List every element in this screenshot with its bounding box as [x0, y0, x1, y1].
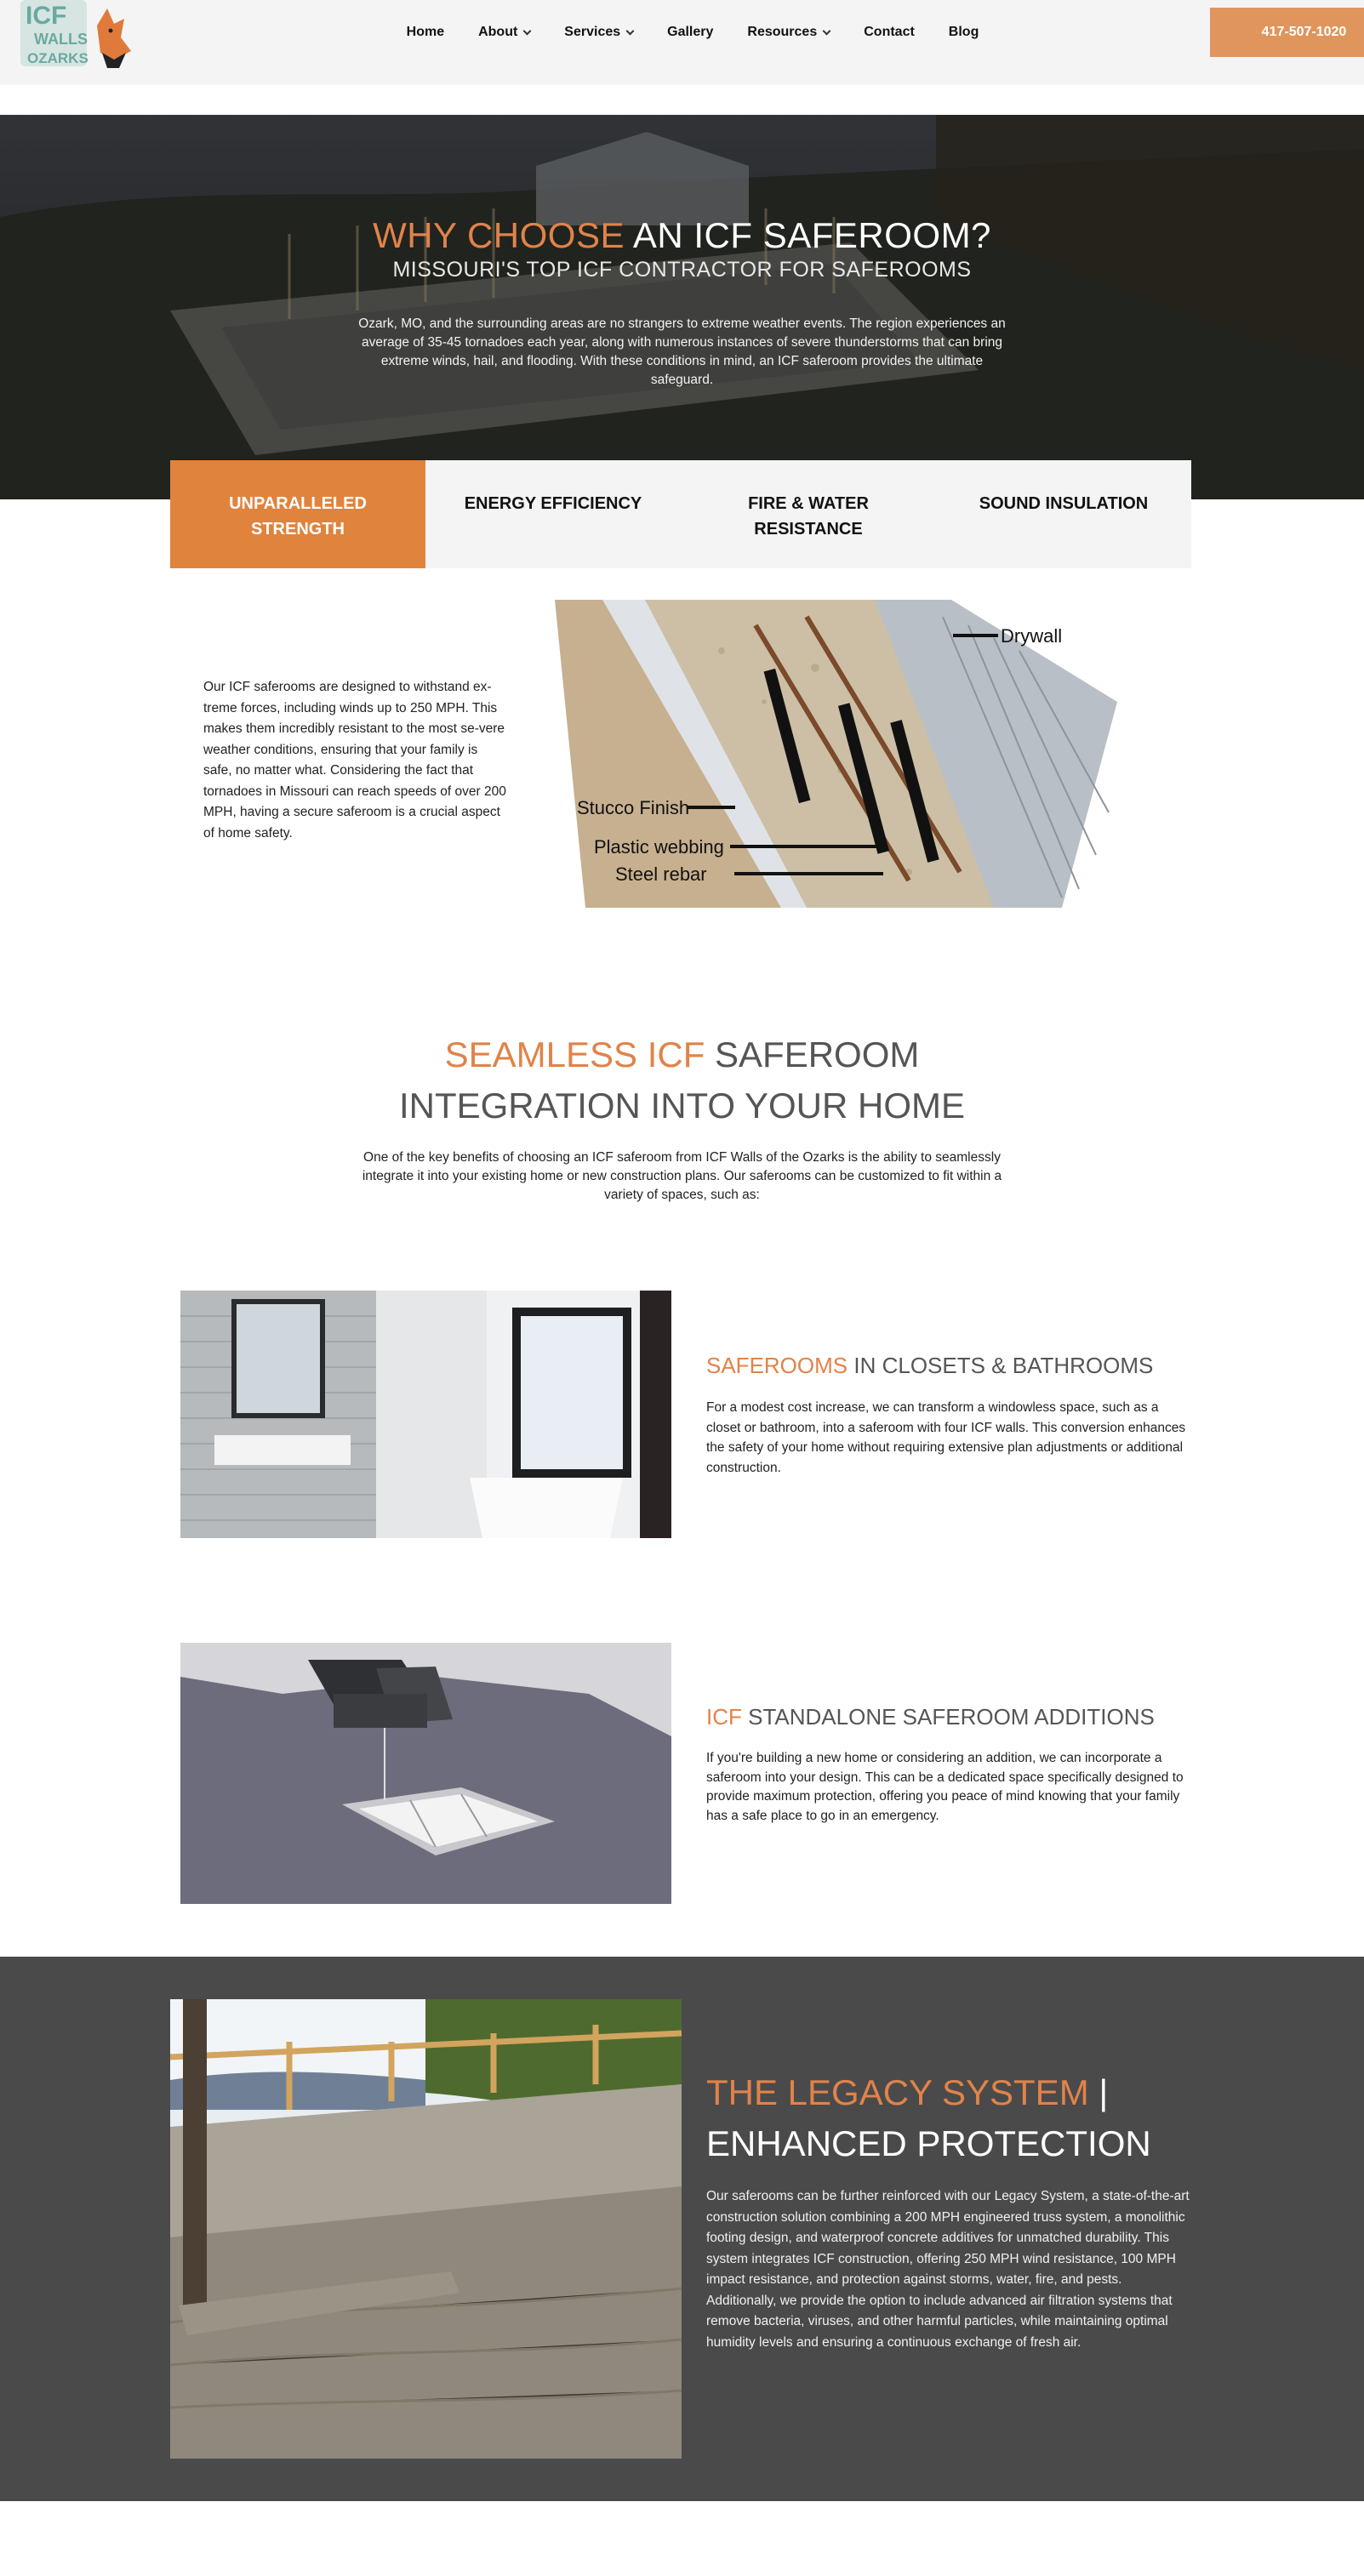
phone-number: 417-507-1020	[1261, 25, 1347, 39]
seamless-title-rest: SAFEROOM	[705, 1034, 920, 1074]
icf-wall-diagram	[551, 600, 1130, 908]
tab-energy-efficiency[interactable]	[425, 460, 681, 568]
diagram-label-stucco: Stucco Finish	[577, 797, 690, 818]
seamless-body: One of the key benefits of choosing an ICF saferoom from ICF Walls of the Ozarks is the ability to seamlessly integrate it into your existing home or new construction plans. Our saferooms can be customized to fit within a variety of spaces, such as:	[362, 1150, 1002, 1202]
standalone-title-accent: ICF	[706, 1704, 742, 1730]
legacy-body: Our saferooms can be further reinforced with our Legacy System, a state-of-the-art construction solution combining a 200 MPH engineered truss system, a monolithic footing design, and waterproof concrete additives for unmatched durability. This system integrates ICF construction, offering 250 MPH wind resistance, 100 MPH impact resistance, and protection against storms, water, fire, and pests. Additionally, we provide the option to include advanced air filtration systems that remove bacteria, viruses, and other harmful particles, while maintaining optimal humidity levels and ensuring a continuous exchange of fresh air.	[706, 2189, 1190, 2350]
logo-text-ozarks: OZARKS	[27, 50, 88, 66]
diagram-label-drywall: Drywall	[1001, 625, 1063, 647]
tab-fire-water-resistance[interactable]	[681, 460, 936, 568]
tab-strength-line2: STRENGTH	[250, 520, 345, 539]
tab-fire-line1: FIRE & WATER	[748, 494, 869, 513]
nav-blog-label: Blog	[948, 25, 979, 39]
nav-about[interactable]	[478, 20, 530, 44]
hero-background-image	[0, 115, 1364, 499]
nav-services-label: Services	[564, 25, 621, 39]
seamless-title-accent: SEAMLESS ICF	[444, 1034, 705, 1074]
hero-body: Ozark, MO, and the surrounding areas are no strangers to extreme weather events. The region experiences an average of 35-45 tornadoes each year, along with numerous instances of severe thunderstorms that can bring extreme winds, hail, and flooding. With these conditions in mind, an ICF saferoom provides the ultimate safeguard.	[358, 316, 1006, 387]
tab-strength-line1: UNPARALLELED	[229, 494, 367, 513]
legacy-title-separator: |	[1088, 2072, 1109, 2112]
logo-text-icf: ICF	[26, 2, 67, 30]
tab-sound-label: SOUND INSULATION	[979, 494, 1149, 513]
standalone-block	[706, 1704, 1191, 1826]
closets-title-rest: IN CLOSETS & BATHROOMS	[848, 1353, 1154, 1378]
nav-contact-label: Contact	[864, 25, 915, 39]
feature-tabs	[170, 460, 1191, 568]
legacy-title	[706, 2067, 1183, 2169]
legacy-title-line2: ENHANCED PROTECTION	[706, 2123, 1151, 2163]
closets-title-accent: SAFEROOMS	[706, 1353, 848, 1378]
nav-gallery[interactable]	[667, 20, 713, 44]
logo-text-walls: WALLS	[34, 31, 88, 48]
tab-unparalleled-strength[interactable]	[170, 460, 425, 568]
legacy-title-accent: THE LEGACY SYSTEM	[706, 2072, 1089, 2112]
legacy-concrete-image	[170, 1999, 682, 2459]
hero-subtitle: MISSOURI'S TOP ICF CONTRACTOR FOR SAFEROOMS	[392, 258, 972, 282]
nav-resources-label: Resources	[747, 25, 818, 39]
standalone-title-rest: STANDALONE SAFEROOM ADDITIONS	[741, 1704, 1155, 1730]
tab-energy-label: ENERGY EFFICIENCY	[464, 494, 642, 513]
nav-gallery-label: Gallery	[667, 25, 714, 39]
tab-sound-insulation[interactable]	[936, 460, 1191, 568]
site-header	[0, 0, 1364, 85]
phone-button[interactable]	[1210, 8, 1364, 57]
hero-title-rest: AN ICF SAFEROOM?	[625, 215, 991, 255]
tab-fire-line2: RESISTANCE	[754, 520, 863, 539]
hero-section	[0, 115, 1364, 499]
standalone-body: If you're building a new home or considering an addition, we can incorporate a saferoom into your design. This can be a dedicated space specifically designed to provide maximum protection, offering you peace of mind knowing that your family has a safe place to go in an emergency.	[706, 1751, 1184, 1823]
nav-services[interactable]	[564, 20, 633, 44]
bathroom-image	[180, 1291, 671, 1538]
nav-contact[interactable]	[864, 20, 915, 44]
diagram-label-rebar: Steel rebar	[615, 863, 707, 885]
closets-title	[706, 1353, 1191, 1379]
nav-about-label: About	[478, 25, 518, 39]
strength-body: Our ICF saferooms are designed to withstand ex-treme forces, including winds up to 250 MPH. This makes them incredibly resistant to the most se-vere weather conditions, ensuring that your family is safe, no matter what. Considering the fact that tornadoes in Missouri can reach speeds of over 200 MPH, having a secure saferoom is a crucial aspect of home safety.	[203, 680, 506, 841]
nav-home[interactable]	[407, 20, 444, 44]
legacy-section	[0, 1957, 1364, 2501]
seamless-title	[0, 1029, 1364, 1131]
standalone-addition-image	[180, 1643, 671, 1904]
closets-block	[706, 1353, 1191, 1478]
standalone-title	[706, 1704, 1191, 1730]
closets-body: For a modest cost increase, we can transform a windowless space, such as a closet or bathroom, into a saferoom with four ICF walls. This conversion enhances the safety of your home without requiring extensive plan adjustments or additional construction.	[706, 1400, 1186, 1475]
chevron-down-icon	[823, 26, 831, 35]
diagram-label-webbing: Plastic webbing	[594, 836, 724, 858]
nav-resources[interactable]	[747, 20, 830, 44]
nav-home-label: Home	[406, 25, 445, 39]
nav-blog[interactable]	[949, 20, 979, 44]
hero-title-accent: WHY CHOOSE	[373, 215, 625, 255]
seamless-title-line2: INTEGRATION INTO YOUR HOME	[398, 1086, 966, 1126]
main-nav	[0, 20, 1364, 44]
chevron-down-icon	[626, 26, 635, 35]
chevron-down-icon	[523, 26, 532, 35]
hero-title	[0, 215, 1364, 256]
